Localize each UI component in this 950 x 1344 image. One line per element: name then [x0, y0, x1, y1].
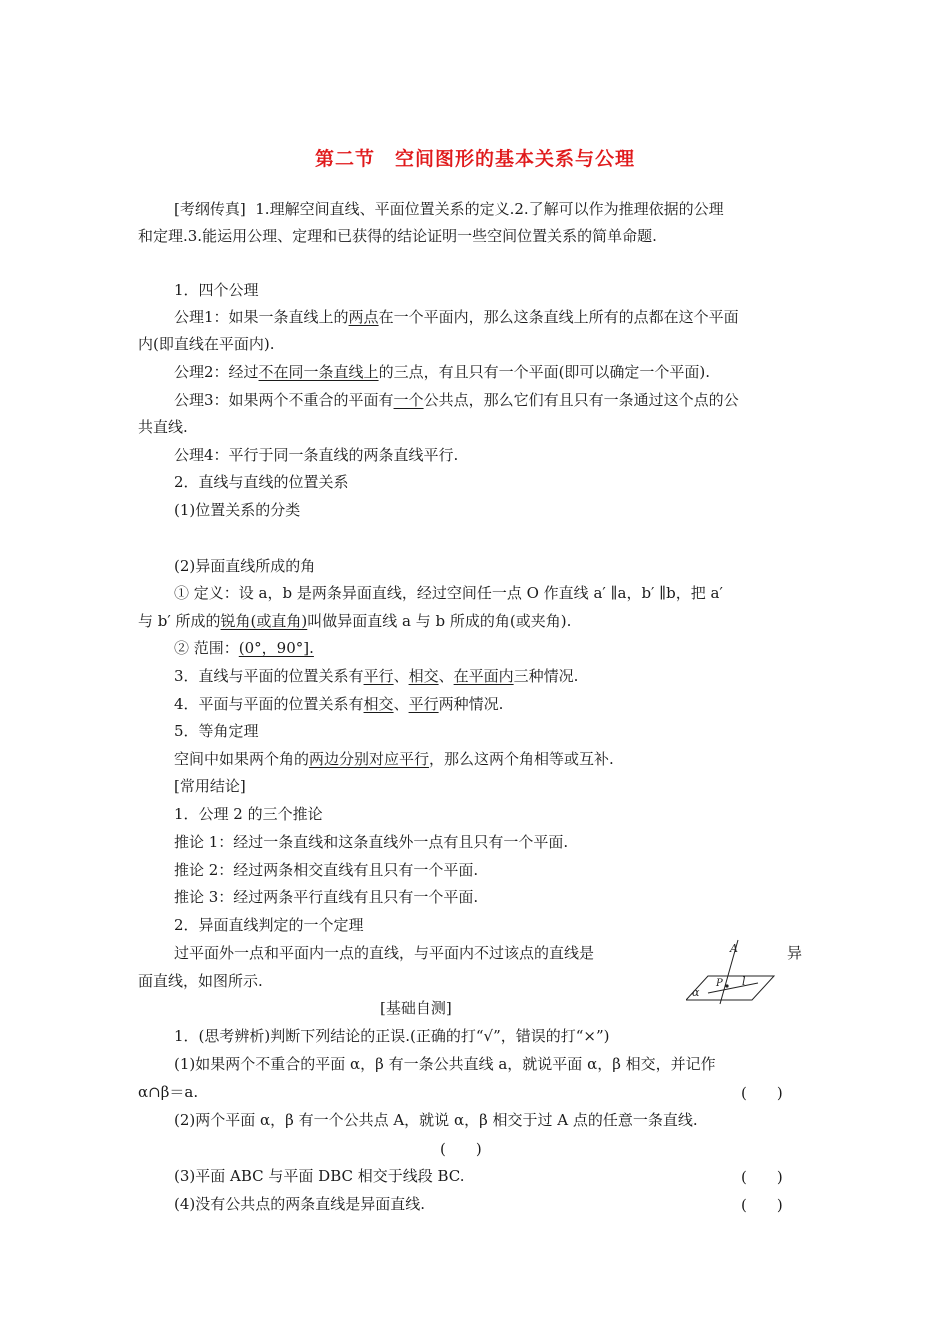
item-3: (3)平面 ABC 与平面 DBC 相交于线段 BC. [174, 1167, 465, 1185]
skew-lines-figure [686, 938, 776, 1018]
corollary-heading: 1．公理 2 的三个推论 [174, 805, 323, 823]
answer-blank-4[interactable]: ( ) [741, 1196, 783, 1214]
definition-line-1: ① 定义：设 a，b 是两条异面直线，经过空间任一点 O 作直线 a′ ∥a，b′ ∥b，把 a′ [174, 584, 723, 602]
question-1: 1．(思考辨析)判断下列结论的正误.(正确的打“√”，错误的打“×”) [174, 1027, 610, 1045]
blank-answer: 一个 [393, 391, 424, 409]
blank-answer: 两边分别对应平行 [309, 750, 430, 768]
axiom-1: 公理1：如果一条直线上的两点在一个平面内，那么这条直线上所有的点都在这个平面 [174, 308, 739, 326]
blank-answer: 相交 [408, 667, 439, 685]
axiom-3: 公理3：如果两个不重合的平面有一个公共点，那么它们有且只有一条通过这个点的公 [174, 391, 739, 409]
label-P: P [716, 978, 723, 989]
section-4: 4．平面与平面的位置关系有相交、平行两种情况. [174, 695, 504, 713]
axiom-1-cont: 内(即直线在平面内). [138, 335, 275, 353]
label-alpha: α [692, 986, 700, 999]
item-1-line-1: (1)如果两个不重合的平面 α，β 有一条公共直线 a，就说平面 α，β 相交，并记作 [174, 1055, 716, 1073]
point-P [725, 984, 728, 987]
axiom-3-cont: 共直线. [138, 418, 188, 436]
corollary-3: 推论 3：经过两条平行直线有且只有一个平面. [174, 888, 479, 906]
blank-answer: 平行 [363, 667, 394, 685]
intro-line-1: [考纲传真] 1.理解空间直线、平面位置关系的定义.2.了解可以作为推理依据的公理 [174, 200, 724, 218]
skew-theorem-line-2: 面直线，如图所示. [138, 972, 263, 990]
blank-answer: 不在同一条直线上 [258, 363, 379, 381]
blank-answer: 平行 [408, 695, 439, 713]
corollary-1: 推论 1：经过一条直线和这条直线外一点有且只有一个平面. [174, 833, 569, 851]
skew-theorem-heading: 2．异面直线判定的一个定理 [174, 916, 364, 934]
axiom-4: 公理4：平行于同一条直线的两条直线平行. [174, 446, 459, 464]
section-1-heading: 1．四个公理 [174, 281, 259, 299]
blank-answer: 相交 [363, 695, 394, 713]
definition-line-2: 与 b′ 所成的锐角(或直角)叫做异面直线 a 与 b 所成的角(或夹角). [138, 612, 572, 630]
section-5-heading: 5．等角定理 [174, 722, 259, 740]
section-2-heading: 2．直线与直线的位置关系 [174, 473, 349, 491]
section-3: 3．直线与平面的位置关系有平行、相交、在平面内三种情况. [174, 667, 579, 685]
answer-blank-2[interactable]: ( ) [440, 1140, 482, 1158]
answer-blank-1[interactable]: ( ) [741, 1084, 783, 1102]
item-4: (4)没有公共点的两条直线是异面直线. [174, 1195, 426, 1213]
item-1-line-2: α∩β＝a. [138, 1083, 199, 1101]
subsection-skew-angle: (2)异面直线所成的角 [174, 557, 316, 575]
basic-self-test-label: [基础自测] [380, 999, 452, 1017]
blank-answer: 在平面内 [453, 667, 514, 685]
corollary-2: 推论 2：经过两条相交直线有且只有一个平面. [174, 861, 479, 879]
skew-theorem-line-1: 过平面外一点和平面内一点的直线，与平面内不过该点的直线是 [174, 944, 595, 962]
label-A: A [730, 942, 738, 955]
intro-line-2: 和定理.3.能运用公理、定理和已获得的结论证明一些空间位置关系的简单命题. [138, 227, 657, 245]
equal-angle-theorem: 空间中如果两个角的两边分别对应平行，那么这两个角相等或互补. [174, 750, 614, 768]
item-2: (2)两个平面 α，β 有一个公共点 A，就说 α，β 相交于过 A 点的任意一条直线. [174, 1111, 698, 1129]
range-line: ② 范围：(0°，90°]. [174, 639, 314, 657]
answer-blank-3[interactable]: ( ) [741, 1168, 783, 1186]
label-l: l [742, 975, 746, 988]
common-conclusions-label: [常用结论] [174, 777, 246, 795]
axiom-2: 公理2：经过不在同一条直线上的三点，有且只有一个平面(即可以确定一个平面). [174, 363, 711, 381]
blank-answer: 两点 [348, 308, 379, 326]
page-title: 第二节 空间图形的基本关系与公理 [314, 148, 635, 170]
subsection-classification: (1)位置关系的分类 [174, 501, 301, 519]
blank-answer: 锐角(或直角) [220, 612, 308, 630]
blank-answer: (0°，90°]. [238, 639, 314, 657]
skew-theorem-line-1-end: 异 [787, 944, 803, 962]
exam-outline-label: [考纲传真] [174, 200, 246, 218]
